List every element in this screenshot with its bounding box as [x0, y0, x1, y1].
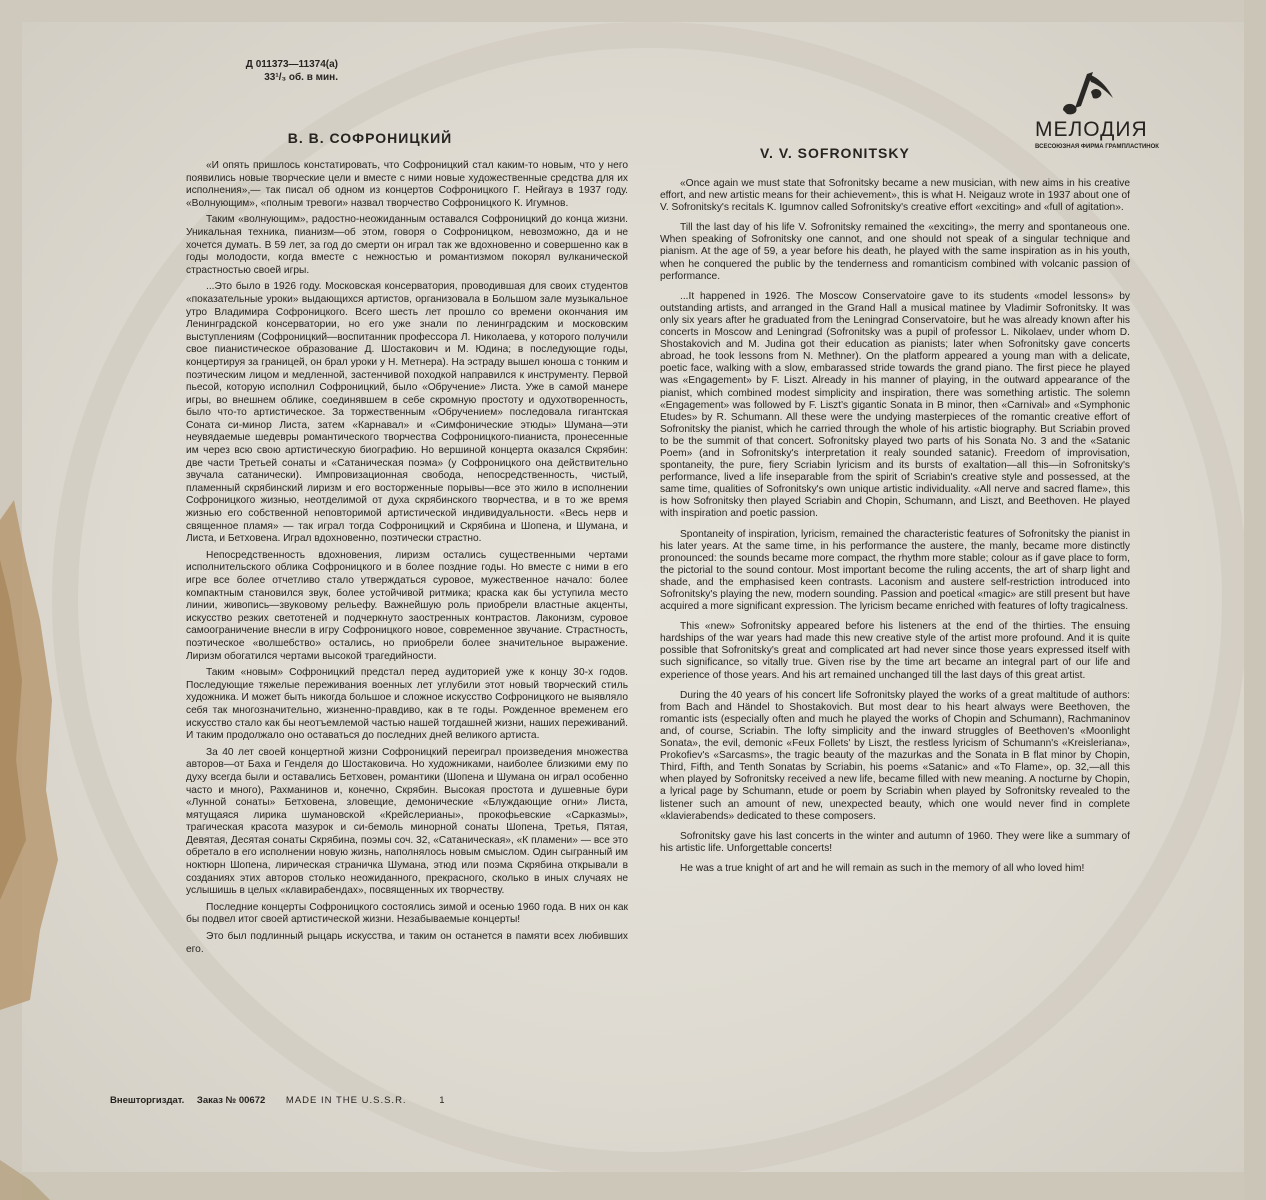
english-title: V. V. SOFRONITSKY	[760, 145, 910, 161]
ru-paragraph: Таким «волнующим», радостно-неожиданным оставался Софроницкий до конца жизни. Уникальная техника, пианизм—об этом, говоря о Софроницком, невозможно, да и не хочется думать. В 59 лет, за год до смерти он играл так же вдохновенно и совершенно как в годы молодости, когда вместе с нежностью и романтизмом покорял вулканической страстностью своей игры.	[186, 214, 628, 276]
catalog-number	[198, 58, 338, 84]
imprint-footer	[110, 1095, 610, 1106]
melodiya-logo	[1035, 66, 1165, 156]
ru-paragraph: Непосредственность вдохновения, лиризм остались существенными чертами исполнительского облика Софроницкого и в более поздние годы. Но вместе с ними в его игре все более отчетливо стало утверждаться суровое, мужественное начало: более компактным становился звук, более устойчивой ритмика; краска как бы уступила место линии, живопись—звуковому рельефу. Важнейшую роль приобрели властные акценты, искусство резких светотеней и подчеркнуто заостренных контрастов. Лаконизм, суровое самоограничение внесли в игру Софроницкого новое, современное звучание. Страстность, поэтическое «волшебство» остались, но приобрели более значительное выражение. Лиризм обогатился чертами высокой трагедийности.	[186, 549, 628, 662]
en-paragraph: This «new» Sofronitsky appeared before his listeners at the end of the thirties. The ensuing hardships of the war years had made this new creative style of the artist more profound. And it is quite possible that Sofronitsky's great and complicated art had never since those years expressed itself with such significance, so vitally true. Given rise by the time art became an integral part of our life and experience of those years. And his art remained unchanged till the last days of this great artist.	[660, 621, 1130, 681]
en-paragraph: Sofronitsky gave his last concerts in the winter and autumn of 1960. They were like a summary of his artistic life. Unforgettable concerts!	[660, 830, 1130, 854]
en-paragraph: Spontaneity of inspiration, lyricism, remained the characteristic features of Sofronitsky the pianist in his later years. At the same time, in his performance the austere, the manly, became more distinctly pronounced: the sounds became more compact, the rhythm more stable; colour as if gave place to form, the pictorial to the sound contour. Most important become the ruling accents, the art of sharp light and shade, and the emphasised keen contrasts. Laconism and austere self-restriction introduced into Sofronitsky's playing the new, modern sounding. Passion and poetical «magic» are still present but have acquired a more significant expression. The lyricism became enriched with features of lofty tragicalness.	[660, 528, 1130, 613]
page-number: 1	[439, 1095, 445, 1106]
ru-paragraph: «И опять пришлось констатировать, что Софроницкий стал каким-то новым, что у него появились новые творческие цели и вместе с ними новые художественные средства для их исполнения»,— так писал об одном из концертов Софроницкого Г. Нейгауз в 1937 году. «Волнующим», «полным тревоги» назвал творчество Софроницкого К. Игумнов.	[186, 160, 628, 209]
en-paragraph: He was a true knight of art and he will remain as such in the memory of all who loved him!	[680, 862, 1085, 874]
en-paragraph: Till the last day of his life V. Sofronitsky remained the «exciting», the merry and spontaneous one. When speaking of Sofronitsky one cannot, and one should not speak of a singular technique and pianism. At the age of 59, a year before his death, he played with the same inspiration as in his youth, when he conquered the public by the tenderness and romanticism combined with volcanic passion of performance.	[660, 222, 1130, 282]
ru-paragraph: Последние концерты Софроницкого состоялись зимой и осенью 1960 года. В них он как бы подвел итог своей артистической жизни. Незабываемые концерты!	[186, 901, 628, 926]
publisher-name: Внешторгиздат.	[110, 1095, 185, 1106]
ru-paragraph: ...Это было в 1926 году. Московская консерватория, проводившая для своих студентов «показательные уроки» выдающихся артистов, организовала в Большом зале музыкальное утро Владимира Софроницкого. Всего шесть лет прошло со времени окончания им Ленинградской консерватории, но его уже знали по ленинградским и московским выступлениям (Софроницкий—воспитанник профессора Л. Николаева, у которого получили свое пианистическое образование Д. Шостакович и М. Юдина; в последующие годы, концертируя за границей, он брал уроки у Н. Метнера). На эстраду вышел юноша с тонким и поэтическим лицом и медленной, застенчивой походкой направился к инструменту. Первой пьесой, которую исполнил Софроницкий, было «Обручение» Листа. Уже в самой манере игры, во внешнем облике, соединявшем в себе скромную простоту и одухотворенность, было что-то артистическое. За торжественным «Обручением» последовала гигантская Соната си-минор Листа, затем «Карнавал» и «Симфонические этюды» Шумана—эти неувядаемые шедевры романтического творчества Софроницкого-пианиста, пронесенные им через всю свою артистическую биографию. Но вершиной концерта оказался Скрябин: две части Третьей сонаты и «Сатаническая поэма» (у Софроницкого она действительно звучала сатанически). Импровизационная свобода, непосредственность, чистый, пламенный скрябинский лиризм и его восторженные порывы—все это жило в исполнении Софроницкого жизнью, неотделимой от духа скрябинского творчества, и в то же время жизнью его собственной неповторимой артистической индивидуальности. «Весь нерв и священное пламя» — так играл тогда Софроницкий и Скрябина и Шопена, и Шумана, и Листа, и Бетховена. Играл вдохновенно, поэтически страстно.	[186, 281, 628, 545]
ru-paragraph: Таким «новым» Софроницкий предстал перед аудиторией уже к концу 30-х годов. Последующие тяжелые переживания военных лет углубили этот новый творческий стиль художника. И может быть никогда большое и сложное искусство Софроницкого не выявляло себя так многозначительно, жизненно-правдиво, как в те годы. Рожденное временем его искусство стало как бы неотъемлемой частью нашей тогдашней жизни, наших переживаний. И таким продолжало оно оставаться до последних дней великого артиста.	[186, 667, 628, 742]
en-paragraph: ...It happened in 1926. The Moscow Conservatoire gave to its students «model lessons» by outstanding artists, and arranged in the Grand Hall a musical matinee by Vladimir Sofronitsky. It was only six years after he graduated from the Leningrad Conservatoire, but he was already known after his concerts in Moscow and Leningrad (Sofronitsky was a pupil of professor L. Nikolaev, under whom D. Shostakovich and M. Judina got their education as pianists; later when Sofronitsky gave concerts abroad, he took lessons from N. Methner). On the platform appeared a young man with a delicate, poetic face, walking with a slow, embarassed stride towards the grand piano. The first piece he played was «Engagement» by F. Liszt. Already in his manner of playing, in the outward appearance of the pianist, which combined modest simplicity and inspiration, there was something artistic. The solemn «Engagement» was followed by F. Liszt's gigantic Sonata in B minor, then «Carnival» and «Symphonic Etudes» by R. Schumann. All these were the undying masterpieces of the romantic creative effort of Sofronitsky the pianist, which he carried through the whole of his artistic biography. But Scriabin proved to be the summit of that concert. Sofronitsky played two parts of his Sonata No. 3 and the «Satanic Poem» (and in Sofronitsky's interpretation it realy sounded satanic). Freedom of improvisation, spontaneity, the pure, fiery Scriabin lyricism and its bursts of exaltation—all this—in Sofronitsky's performance, lived a life inseparable from the spirit of Scriabin's creative style and possessed, at the same time, qualities of Sofronitsky's own unique artistic individuality. «All nerve and sacred flame», this is how Sofronitsky then played Scriabin and Chopin, Schumann, and Liszt, and Beethoven. He played with inspiration and poetic passion.	[660, 290, 1130, 520]
ru-paragraph: За 40 лет своей концертной жизни Софроницкий переиграл произведения множества авторов—от Баха и Генделя до Шостаковича. Но художниками, наиболее близкими ему по духу всегда были и оставались Бетховен, романтики (Шопена и Шумана он играл особенно часто и много), Рахманинов и, конечно, Скрябин. Высокая простота и душевные бури «Лунной сонаты» Бетховена, зловещие, демонические «Блуждающие огни» Листа, мятущаяся лирика шумановской «Крейслерианы», прокофьевские «Сарказмы», трагическая красота мазурок и си-бемоль минорной сонаты Шопена, Третья, Пятая, Девятая, Десятая сонаты Скрябина, поэмы соч. 32, «Сатаническая», «К пламени» — все это обретало в его исполнении новую жизнь, наполнялось новым смыслом. Один сыгранный им ноктюрн Шопена, лирическая страничка Шумана, этюд или поэма Скрябина открывали в созданиях этих авторов столько неожиданного, прекрасного, сколько в иных случаях не услышишь в целых «клавирабендах», посвященных их творчеству.	[186, 746, 628, 897]
melodiya-note-icon	[1057, 66, 1117, 116]
melodiya-subtitle: ВСЕСОЮЗНАЯ ФИРМА ГРАМПЛАСТИНОК	[1035, 144, 1159, 150]
en-paragraph: «Once again we must state that Sofronitsky became a new musician, with new aims in his creative effort, and new artistic means for their achievement», this is what H. Neigauz wrote in 1937 about one of V. Sofronitsky's recitals K. Igumnov called Sofronitsky's creative effort «exciting» and «full of agitation».	[660, 178, 1130, 214]
playback-speed: 33¹/₃ об. в мин.	[264, 72, 338, 83]
en-paragraph: During the 40 years of his concert life Sofronitsky played the works of a great maltitude of authors: from Bach and Händel to Shostakovich. But most dear to his heart always were Beethoven, the romantic ists (especially often and much he played the works of Chopin and Schumann), Rachmaninov and, of course, Scriabin. The lofty simplicity and the inward struggles of Beethoven's «Moonlight Sonata», the evil, demonic «Feux Follets' by Liszt, the restless lyricism of Schumann's «Kreisleriana», Prokofiev's «Sarcasms», the tragic beauty of the mazurkas and the Sonata in B flat minor by Chopin, Third, Fifth, and Tenth Sonatas by Scriabin, his poems «Satanic» and «To Flame», op. 32,—all this when played by Sofronitsky received a new life, became filled with new meaning. A nocturne by Chopin, a lyrical page by Schumann, etude or poem by Scriabin when played by Sofronitsky revealed to the listener such an amount of new, unexpected beauty, which one would never find in complete «klavierabends» dedicated to these composers.	[660, 689, 1130, 822]
russian-title: В. В. СОФРОНИЦКИЙ	[287, 130, 453, 146]
english-liner-notes	[660, 178, 1130, 883]
ru-paragraph: Это был подлинный рыцарь искусства, и таким он останется в памяти всех любивших его.	[186, 931, 628, 955]
melodiya-wordmark: МЕЛОДИЯ	[1035, 118, 1148, 141]
russian-liner-notes	[186, 160, 628, 960]
catalog-code: Д 011373—11374(а)	[245, 59, 338, 70]
country-of-manufacture: MADE IN THE U.S.S.R.	[285, 1095, 407, 1106]
order-number: Заказ № 00672	[196, 1095, 266, 1106]
